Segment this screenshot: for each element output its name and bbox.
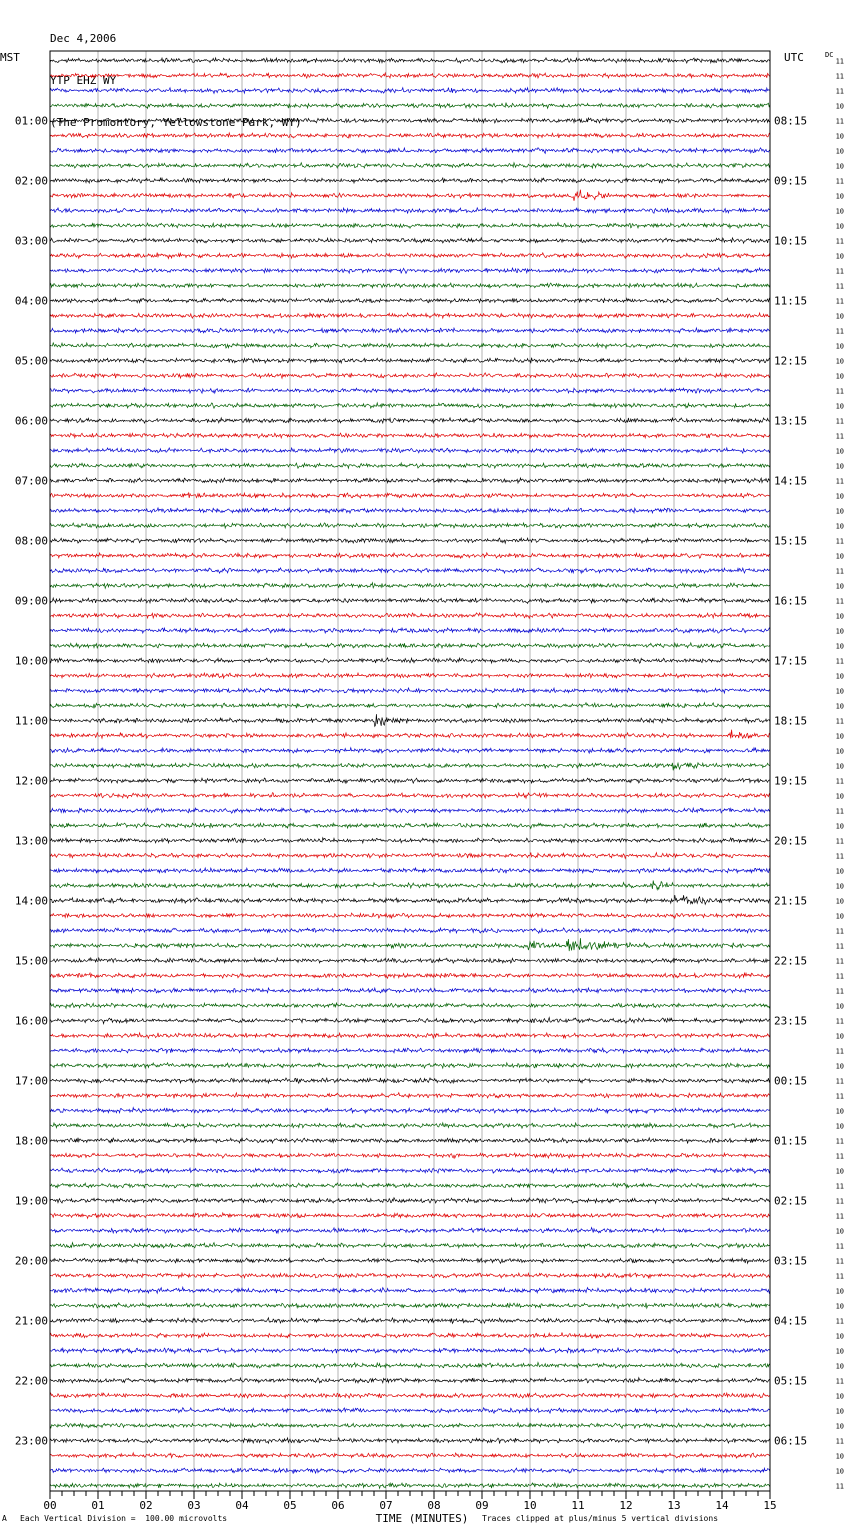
trace-row: [50, 1078, 770, 1083]
trace-row: [50, 1123, 770, 1128]
dc-offset-label: 10: [835, 1422, 844, 1431]
trace-row: [50, 988, 770, 993]
trace-row: [50, 1318, 770, 1324]
dc-offset-label: 10: [835, 447, 844, 456]
dc-offset-label: 10: [835, 1362, 844, 1371]
trace-row: [50, 938, 770, 951]
trace-row: [50, 1018, 770, 1024]
utc-hour-label: 08:15: [774, 114, 808, 128]
dc-offset-label: 10: [835, 1287, 844, 1296]
dc-offset-label: 11: [835, 1077, 844, 1086]
dc-offset-label: 11: [835, 1017, 844, 1026]
mst-hour-label: 22:00: [14, 1374, 48, 1388]
trace-row: [50, 1108, 770, 1113]
footer-mark: A: [2, 1514, 7, 1523]
dc-offset-label: 10: [835, 132, 844, 141]
trace-row: [50, 583, 770, 589]
trace-row: [50, 1153, 770, 1158]
trace-row: [50, 928, 770, 933]
clip-note: Traces clipped at plus/minus 5 vertical divisions: [482, 1514, 719, 1523]
dc-offset-label: 11: [835, 567, 844, 576]
dc-offset-label: 10: [835, 507, 844, 516]
trace-row: [50, 1408, 770, 1414]
dc-offset-label: 10: [835, 372, 844, 381]
utc-hour-label: 19:15: [774, 774, 808, 788]
mst-hour-label: 16:00: [14, 1014, 48, 1028]
dc-offset-label: 10: [835, 222, 844, 231]
trace-row: [50, 373, 770, 378]
x-tick-label: 09: [475, 1499, 489, 1512]
trace-row: [50, 703, 770, 709]
dc-offset-label: 11: [835, 72, 844, 81]
trace-row: [50, 1048, 770, 1053]
dc-offset-label: 10: [835, 1227, 844, 1236]
trace-row: [50, 118, 770, 124]
trace-row: [50, 358, 770, 364]
trace-row: [50, 253, 770, 259]
trace-row: [50, 1258, 770, 1263]
trace-row: [50, 1348, 770, 1353]
x-tick-label: 03: [187, 1499, 201, 1512]
x-tick-label: 01: [91, 1499, 105, 1512]
dc-offset-label: 11: [835, 237, 844, 246]
dc-offset-label: 10: [835, 1062, 844, 1071]
dc-offset-label: 10: [835, 612, 844, 621]
mst-hour-label: 11:00: [14, 714, 48, 728]
dc-offset-label: 11: [835, 1377, 844, 1386]
mst-hour-label: 08:00: [14, 534, 48, 548]
dc-offset-label: 10: [835, 732, 844, 741]
trace-row: [50, 613, 770, 618]
trace-row: [50, 913, 770, 918]
dc-offset-label: 10: [835, 642, 844, 651]
trace-row: [50, 1332, 770, 1338]
trace-row: [50, 1168, 770, 1173]
dc-offset-label: 11: [835, 1437, 844, 1446]
trace-row: [50, 714, 770, 726]
trace-row: [50, 328, 770, 333]
x-tick-label: 02: [139, 1499, 153, 1512]
trace-row: [50, 208, 770, 214]
trace-row: [50, 1483, 770, 1488]
dc-offset-label: 11: [835, 432, 844, 441]
dc-offset-label: 10: [835, 1452, 844, 1461]
mst-hour-label: 20:00: [14, 1254, 48, 1268]
scale-note: Each Vertical Division = 100.00 microvolts: [20, 1514, 228, 1523]
dc-offset-label: 11: [835, 837, 844, 846]
utc-hour-label: 06:15: [774, 1434, 808, 1448]
dc-offset-label: 10: [835, 1002, 844, 1011]
trace-row: [50, 1362, 770, 1368]
utc-hour-label: 09:15: [774, 174, 808, 188]
dc-offset-label: 11: [835, 1242, 844, 1251]
trace-row: [50, 523, 770, 528]
dc-offset-label: 10: [835, 462, 844, 471]
dc-offset-label: 11: [835, 177, 844, 186]
trace-row: [50, 1138, 770, 1144]
mst-hour-label: 06:00: [14, 414, 48, 428]
trace-row: [50, 748, 770, 753]
trace-row: [50, 103, 770, 109]
trace-row: [50, 388, 770, 393]
utc-hour-label: 18:15: [774, 714, 808, 728]
trace-row: [50, 643, 770, 648]
x-axis-label: TIME (MINUTES): [375, 1512, 469, 1525]
mst-hour-label: 15:00: [14, 954, 48, 968]
trace-row: [50, 493, 770, 499]
dc-offset-label: 11: [835, 852, 844, 861]
trace-row: [50, 463, 770, 468]
dc-offset-label: 10: [835, 792, 844, 801]
trace-row: [50, 1228, 770, 1234]
dc-offset-label: 11: [835, 972, 844, 981]
dc-offset-label: 11: [835, 1092, 844, 1101]
trace-row: [50, 1393, 770, 1398]
dc-offset-label: 10: [835, 1107, 844, 1116]
dc-offset-label: 11: [835, 1182, 844, 1191]
dc-offset-label: 11: [835, 1047, 844, 1056]
x-tick-label: 10: [523, 1499, 537, 1512]
utc-hour-label: 16:15: [774, 594, 808, 608]
trace-row: [50, 1093, 770, 1099]
trace-row: [50, 1378, 770, 1383]
trace-row: [50, 1453, 770, 1458]
dc-offset-label: 11: [835, 1257, 844, 1266]
trace-row: [50, 658, 770, 663]
trace-row: [50, 793, 770, 799]
utc-hour-label: 00:15: [774, 1074, 808, 1088]
dc-offset-label: 10: [835, 867, 844, 876]
axis-labels: [0, 51, 844, 1491]
seismic-traces: [50, 58, 770, 1488]
chart-location: (The Promontory, Yellowstone Park, WY): [50, 116, 302, 129]
trace-row: [50, 778, 770, 783]
utc-hour-label: 23:15: [774, 1014, 808, 1028]
trace-row: [50, 673, 770, 678]
dc-offset-label: 10: [835, 912, 844, 921]
dc-offset-label: 10: [835, 1167, 844, 1176]
x-tick-label: 13: [667, 1499, 681, 1512]
dc-offset-label: 11: [835, 957, 844, 966]
dc-offset-label: 11: [835, 1272, 844, 1281]
x-tick-label: 14: [715, 1499, 729, 1512]
mst-hour-label: 13:00: [14, 834, 48, 848]
utc-hour-label: 21:15: [774, 894, 808, 908]
dc-offset-label: 10: [835, 1467, 844, 1476]
utc-hour-label: 13:15: [774, 414, 808, 428]
utc-hour-label: 05:15: [774, 1374, 808, 1388]
dc-offset-label: 11: [835, 717, 844, 726]
dc-offset-label: 11: [835, 117, 844, 126]
mst-hour-label: 19:00: [14, 1194, 48, 1208]
dc-offset-label: 10: [835, 1302, 844, 1311]
dc-offset-label: 11: [835, 657, 844, 666]
trace-row: [50, 553, 770, 559]
dc-offset-label: 10: [835, 1392, 844, 1401]
trace-row: [50, 808, 770, 813]
trace-row: [50, 478, 770, 483]
dc-offset-label: 11: [835, 327, 844, 336]
trace-row: [50, 1033, 770, 1038]
trace-row: [50, 881, 770, 890]
dc-offset-label: 10: [835, 897, 844, 906]
utc-hour-label: 14:15: [774, 474, 808, 488]
trace-row: [50, 448, 770, 453]
x-tick-label: 04: [235, 1499, 249, 1512]
dc-offset-label: 11: [835, 387, 844, 396]
trace-row: [50, 1423, 770, 1428]
dc-offset-label: 11: [835, 282, 844, 291]
trace-row: [50, 508, 770, 513]
trace-row: [50, 133, 770, 138]
mst-hour-label: 07:00: [14, 474, 48, 488]
dc-offset-label: 10: [835, 312, 844, 321]
dc-offset-label: 11: [835, 807, 844, 816]
trace-row: [50, 1003, 770, 1008]
trace-row: [50, 418, 770, 423]
dc-offset-label: 10: [835, 192, 844, 201]
x-tick-label: 05: [283, 1499, 297, 1512]
dc-offset-label: 10: [835, 672, 844, 681]
mst-hour-label: 05:00: [14, 354, 48, 368]
dc-offset-label: 11: [835, 267, 844, 276]
dc-offset-label: 10: [835, 1122, 844, 1131]
mst-hour-label: 04:00: [14, 294, 48, 308]
trace-row: [50, 823, 770, 829]
trace-row: [50, 568, 770, 573]
dc-offset-label: 11: [835, 297, 844, 306]
mst-hour-label: 23:00: [14, 1434, 48, 1448]
trace-row: [50, 283, 770, 288]
x-tick-label: 15: [763, 1499, 777, 1512]
dc-offset-label: 10: [835, 1032, 844, 1041]
dc-offset-label: 11: [835, 57, 844, 66]
utc-hour-label: 15:15: [774, 534, 808, 548]
trace-row: [50, 148, 770, 154]
trace-row: [50, 313, 770, 318]
trace-row: [50, 1183, 770, 1188]
trace-row: [50, 1213, 770, 1218]
mst-hour-label: 02:00: [14, 174, 48, 188]
utc-hour-label: 20:15: [774, 834, 808, 848]
trace-row: [50, 1198, 770, 1204]
dc-offset-label: 11: [835, 1152, 844, 1161]
trace-row: [50, 163, 770, 168]
dc-offset-label: 11: [835, 1317, 844, 1326]
trace-row: [50, 838, 770, 843]
trace-row: [50, 1468, 770, 1474]
trace-row: [50, 298, 770, 303]
dc-offset-label: 11: [835, 477, 844, 486]
dc-offset-label: 10: [835, 207, 844, 216]
mst-hour-label: 21:00: [14, 1314, 48, 1328]
utc-hour-label: 03:15: [774, 1254, 808, 1268]
utc-hour-label: 04:15: [774, 1314, 808, 1328]
utc-hour-label: 12:15: [774, 354, 808, 368]
mst-hour-label: 17:00: [14, 1074, 48, 1088]
trace-row: [50, 688, 770, 693]
chart-date: Dec 4,2006: [50, 32, 117, 45]
trace-row: [50, 868, 770, 873]
trace-row: [50, 1287, 770, 1293]
dc-offset-label: 11: [835, 597, 844, 606]
dc-offset-label: 11: [835, 537, 844, 546]
trace-row: [50, 88, 770, 94]
mst-hour-label: 18:00: [14, 1134, 48, 1148]
utc-hour-label: 02:15: [774, 1194, 808, 1208]
trace-row: [50, 895, 770, 904]
mst-axis-title: MST: [0, 51, 20, 64]
utc-hour-label: 10:15: [774, 234, 808, 248]
mst-hour-label: 01:00: [14, 114, 48, 128]
dc-offset-label: 10: [835, 822, 844, 831]
dc-offset-label: 10: [835, 627, 844, 636]
chart-station: YTP EHZ WY: [50, 74, 117, 87]
dc-offset-label: 10: [835, 162, 844, 171]
dc-offset-label: 10: [835, 357, 844, 366]
trace-row: [50, 853, 770, 859]
dc-offset-label: 10: [835, 342, 844, 351]
dc-offset-label: 10: [835, 882, 844, 891]
x-tick-label: 00: [43, 1499, 57, 1512]
trace-row: [50, 958, 770, 963]
trace-row: [50, 538, 770, 543]
dc-offset-label: 11: [835, 87, 844, 96]
mst-hour-label: 10:00: [14, 654, 48, 668]
utc-hour-label: 01:15: [774, 1134, 808, 1148]
dc-offset-label: 10: [835, 687, 844, 696]
dc-offset-label: 10: [835, 1332, 844, 1341]
dc-offset-label: 11: [835, 417, 844, 426]
mst-hour-label: 12:00: [14, 774, 48, 788]
trace-row: [50, 730, 770, 739]
utc-hour-label: 11:15: [774, 294, 808, 308]
trace-row: [50, 343, 770, 349]
dc-offset-label: 10: [835, 252, 844, 261]
trace-row: [50, 628, 770, 633]
x-tick-label: 07: [379, 1499, 393, 1512]
trace-row: [50, 1063, 770, 1069]
trace-row: [50, 190, 770, 201]
x-tick-label: 12: [619, 1499, 633, 1512]
trace-row: [50, 238, 770, 243]
dc-offset-label: 11: [835, 1197, 844, 1206]
dc-offset-label: 11: [835, 942, 844, 951]
dc-offset-label: 10: [835, 582, 844, 591]
trace-row: [50, 268, 770, 274]
dc-offset-label: 11: [835, 1482, 844, 1491]
x-tick-label: 08: [427, 1499, 441, 1512]
dc-offset-label: 10: [835, 1407, 844, 1416]
mst-hour-label: 09:00: [14, 594, 48, 608]
dc-offset-label: 10: [835, 402, 844, 411]
dc-offset-label: 11: [835, 987, 844, 996]
dc-offset-label: 10: [835, 102, 844, 111]
dc-offset-label: 10: [835, 747, 844, 756]
dc-offset-label: 11: [835, 1212, 844, 1221]
trace-row: [50, 1438, 770, 1444]
trace-row: [50, 73, 770, 78]
trace-row: [50, 763, 770, 771]
trace-row: [50, 223, 770, 228]
trace-row: [50, 598, 770, 604]
utc-hour-label: 17:15: [774, 654, 808, 668]
dc-offset-label: 11: [835, 1137, 844, 1146]
dc-offset-label: 10: [835, 1347, 844, 1356]
trace-row: [50, 403, 770, 408]
trace-row: [50, 973, 770, 978]
dc-offset-label: 10: [835, 762, 844, 771]
trace-row: [50, 1243, 770, 1249]
trace-row: [50, 178, 770, 183]
dc-column-title: DC: [825, 51, 834, 59]
utc-axis-title: UTC: [784, 51, 804, 64]
dc-offset-label: 10: [835, 147, 844, 156]
dc-offset-label: 10: [835, 552, 844, 561]
x-tick-label: 06: [331, 1499, 345, 1512]
dc-offset-label: 10: [835, 702, 844, 711]
x-tick-label: 11: [571, 1499, 585, 1512]
trace-row: [50, 433, 770, 438]
dc-offset-label: 11: [835, 777, 844, 786]
mst-hour-label: 14:00: [14, 894, 48, 908]
dc-offset-label: 10: [835, 492, 844, 501]
utc-hour-label: 22:15: [774, 954, 808, 968]
trace-row: [50, 1273, 770, 1278]
mst-hour-label: 03:00: [14, 234, 48, 248]
trace-row: [50, 1303, 770, 1309]
dc-offset-label: 10: [835, 522, 844, 531]
trace-row: [50, 58, 770, 63]
dc-offset-label: 11: [835, 927, 844, 936]
